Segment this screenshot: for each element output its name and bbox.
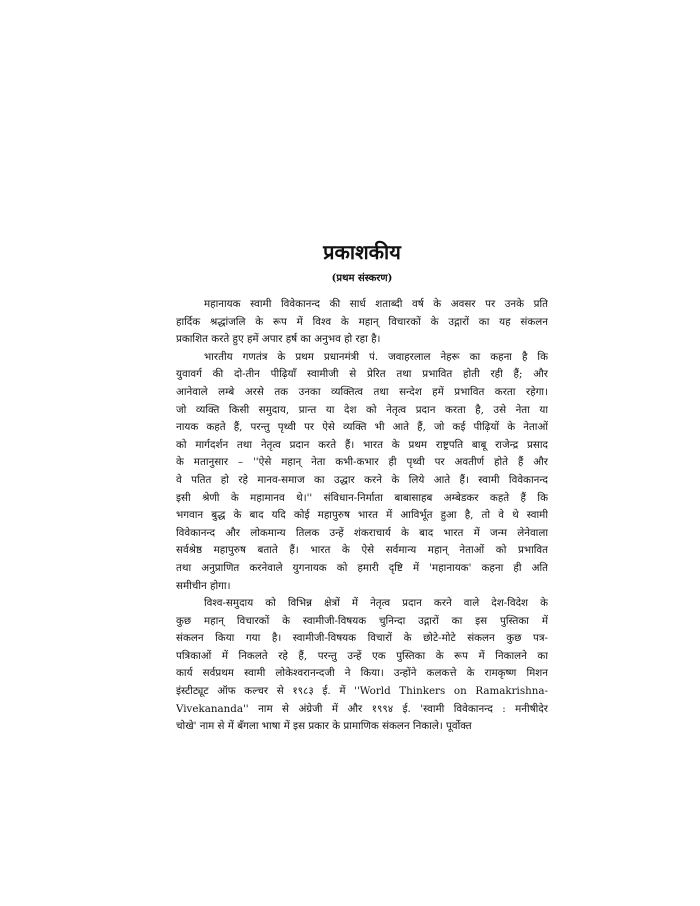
text-line: इंस्टीट्यूट ऑफ कल्चर से १९८३ ई. में ''World Thinkers on Ramakrishna- [176,685,548,698]
text-line: सर्वश्रेष्ठ महापुरुष बताते हैं। भारत के ऐसे सर्वमान्य महान् नेताओं को प्रभावित [176,544,548,557]
body-text [176,296,548,736]
text-line: कुछ महान् विचारकों के स्वामीजी-विषयक चुनिन्दा उद्गारों का इस पुस्तिका में [176,614,548,627]
paragraph [176,595,548,736]
paragraph [176,296,548,349]
text-line: को मार्गदर्शन तथा नेतृत्व प्रदान करते हैं। भारत के प्रथम राष्ट्रपति बाबू राजेन्द्र प्रसाद [176,438,548,451]
text-line: के मतानुसार – ''ऐसे महान् नेता कभी-कभार ही पृथ्वी पर अवतीर्ण होते हैं और [176,456,548,469]
text-line: पत्रिकाओं में निकलते रहे हैं, परन्तु उन्हें एक पुस्तिका के रूप में निकालने का [176,649,548,662]
text-line: Vivekananda'' नाम से अंग्रेजी में और १९९४ ई. 'स्वामी विवेकानन्द : मनीषीदेर [176,702,548,715]
text-line: आनेवाले लम्बे अरसे तक उनका व्यक्तित्व तथा सन्देश हमें प्रभावित करता रहेगा। [176,385,548,398]
text-line: इसी श्रेणी के महामानव थे।'' संविधान-निर्माता बाबासाहब अम्बेडकर कहते हैं कि [176,491,548,504]
text-line: नायक कहते हैं, परन्तु पृथ्वी पर ऐसे व्यक्ति भी आते हैं, जो कई पीढ़ियों के नेताओं [176,421,548,434]
edition-subtitle: (प्रथम संस्करण) [331,273,393,284]
text-line: तथा अनुप्राणित करनेवाले युगनायक को हमारी दृष्टि में 'महानायक' कहना ही अति [176,561,548,574]
text-line: चोखे' नाम से में बँगला भाषा में इस प्रकार के प्रामाणिक संकलन निकाले। पूर्वोक्त [176,720,472,733]
text-line: कार्य सर्वप्रथम स्वामी लोकेश्वरानन्दजी ने किया। उन्होंने कलकत्ते के रामकृष्ण मिशन [176,667,548,680]
text-line: महानायक स्वामी विवेकानन्द की सार्ध शताब्दी वर्ष के अवसर पर उनके प्रति [204,298,548,310]
text-line: युवावर्ग की दो-तीन पीढ़ियाँ स्वामीजी से प्रेरित तथा प्रभावित होती रही हैं; और [176,368,548,381]
text-line: समीचीन होगा। [176,579,231,592]
text-line: विश्व-समुदाय को विभिन्न क्षेत्रों में नेतृत्व प्रदान करने वाले देश-विदेश के [204,597,548,610]
text-line: हार्दिक श्रद्धांजलि के रूप में विश्व के महान् विचारकों के उद्गारों का यह संकलन [176,315,548,328]
text-line: वे पतित हो रहे मानव-समाज का उद्धार करने के लिये आते हैं। स्वामी विवेकानन्द [176,473,548,486]
text-line: भारतीय गणतंत्र के प्रथम प्रधानमंत्री पं. जवाहरलाल नेहरू का कहना है कि [204,350,548,363]
text-line: प्रकाशित करते हुए हमें अपार हर्ष का अनुभव हो रहा है। [176,333,381,346]
text-line: विवेकानन्द और लोकमान्य तिलक उन्हें शंकराचार्य के बाद भारत में जन्म लेनेवाला [176,526,548,539]
text-line: भगवान बुद्ध के बाद यदि कोई महापुरुष भारत में आविर्भूत हुआ है, तो वे थे स्वामी [176,509,548,522]
page-title: प्रकाशकीय [323,240,401,264]
text-line: जो व्यक्ति किसी समुदाय, प्रान्त या देश को नेतृत्व प्रदान करता है, उसे नेता या [176,403,548,416]
paragraph [176,349,548,595]
text-line: संकलन किया गया है। स्वामीजी-विषयक विचारों के छोटे-मोटे संकलन कुछ पत्र- [176,632,548,645]
document-page [176,238,548,736]
